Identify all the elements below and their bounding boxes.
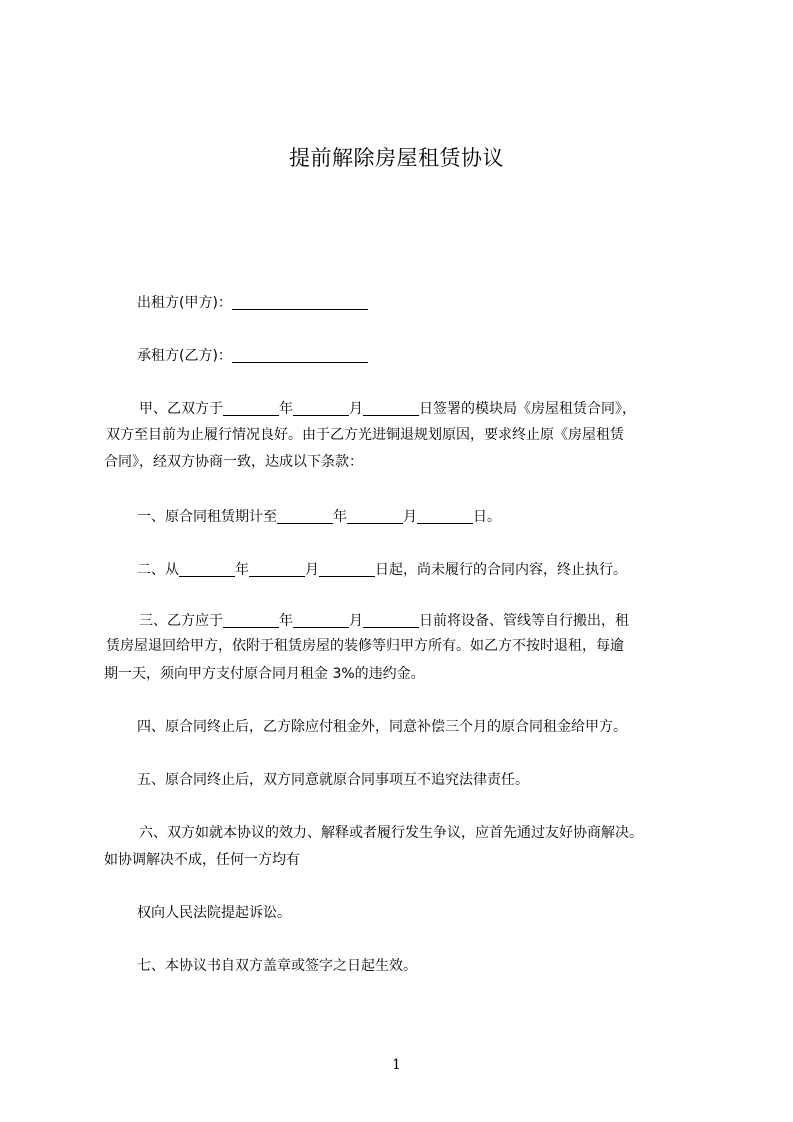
- lessee-line: [137, 344, 368, 366]
- lessor-label: 出租方(甲方)：: [137, 295, 232, 311]
- clause-1-text-year: 年: [333, 509, 347, 525]
- lessor-line: [137, 291, 368, 313]
- clause-1-text-month: 月: [403, 509, 417, 525]
- clause-3-year-blank[interactable]: [223, 612, 279, 628]
- clause-1-text-a: 一、原合同租赁期计至: [137, 509, 277, 525]
- clause-3-text-month: 月: [349, 613, 363, 629]
- intro-text-d: 日签署的模块局《房屋租赁合同》，: [419, 401, 636, 417]
- clause-1-day-blank[interactable]: [417, 508, 473, 524]
- clause-3-line-1: [139, 609, 629, 631]
- clause-3-line-2: 赁房屋退回给甲方，依附于租赁房屋的装修等归甲方所有。如乙方不按时退租，每逾: [106, 638, 624, 654]
- clause-3-month-blank[interactable]: [293, 612, 349, 628]
- clause-3-text-d: 日前将设备、管线等自行搬出，租: [419, 613, 629, 629]
- intro-text-year: 年: [279, 401, 293, 417]
- lessor-blank[interactable]: [232, 294, 368, 310]
- intro-line-3: 合同》，经双方协商一致，达成以下条款：: [104, 454, 363, 470]
- clause-3-text-a: 三、乙方应于: [139, 613, 223, 629]
- clause-6-line-2: 如协调解决不成，任何一方均有: [104, 852, 300, 868]
- intro-line-2: 双方至目前为止履行情况良好。由于乙方光进铜退规划原因，要求终止原《房屋租赁: [106, 427, 624, 443]
- clause-2-text-year: 年: [235, 562, 249, 578]
- clause-5: 五、原合同终止后，双方同意就原合同事项互不追究法律责任。: [137, 772, 529, 788]
- intro-text-month: 月: [349, 401, 363, 417]
- clause-1-year-blank[interactable]: [277, 508, 333, 524]
- page-number: 1: [392, 1057, 401, 1073]
- clause-3-text-year: 年: [279, 613, 293, 629]
- clause-6-line-1: 六、双方如就本协议的效力、解释或者履行发生争议，应首先通过友好协商解决。: [139, 825, 643, 841]
- clause-1-month-blank[interactable]: [347, 508, 403, 524]
- clause-1: [137, 505, 501, 527]
- clause-3-day-blank[interactable]: [363, 612, 419, 628]
- document-title: 提前解除房屋租赁协议: [289, 146, 504, 170]
- clause-4: 四、原合同终止后，乙方除应付租金外，同意补偿三个月的原合同租金给甲方。: [137, 719, 627, 735]
- lessee-label: 承租方(乙方)：: [137, 348, 232, 364]
- intro-text-a: 甲、乙双方于: [139, 401, 223, 417]
- intro-year-blank[interactable]: [223, 400, 279, 416]
- lessee-blank[interactable]: [232, 347, 368, 363]
- clause-7: 七、本协议书自双方盖章或签字之日起生效。: [137, 958, 417, 974]
- clause-2-text-d: 日起，尚未履行的合同内容，终止执行。: [375, 562, 627, 578]
- clause-2-text-month: 月: [305, 562, 319, 578]
- clause-1-text-d: 日。: [473, 509, 501, 525]
- clause-2-text-a: 二、从: [137, 562, 179, 578]
- intro-month-blank[interactable]: [293, 400, 349, 416]
- clause-2: [137, 558, 627, 580]
- intro-day-blank[interactable]: [363, 400, 419, 416]
- clause-3-line-3: 期一天，须向甲方支付原合同月租金 3%的违约金。: [104, 666, 425, 682]
- clause-2-day-blank[interactable]: [319, 561, 375, 577]
- clause-2-year-blank[interactable]: [179, 561, 235, 577]
- intro-line-1: [139, 397, 636, 419]
- clause-6-line-3: 权向人民法院提起诉讼。: [137, 905, 291, 921]
- clause-2-month-blank[interactable]: [249, 561, 305, 577]
